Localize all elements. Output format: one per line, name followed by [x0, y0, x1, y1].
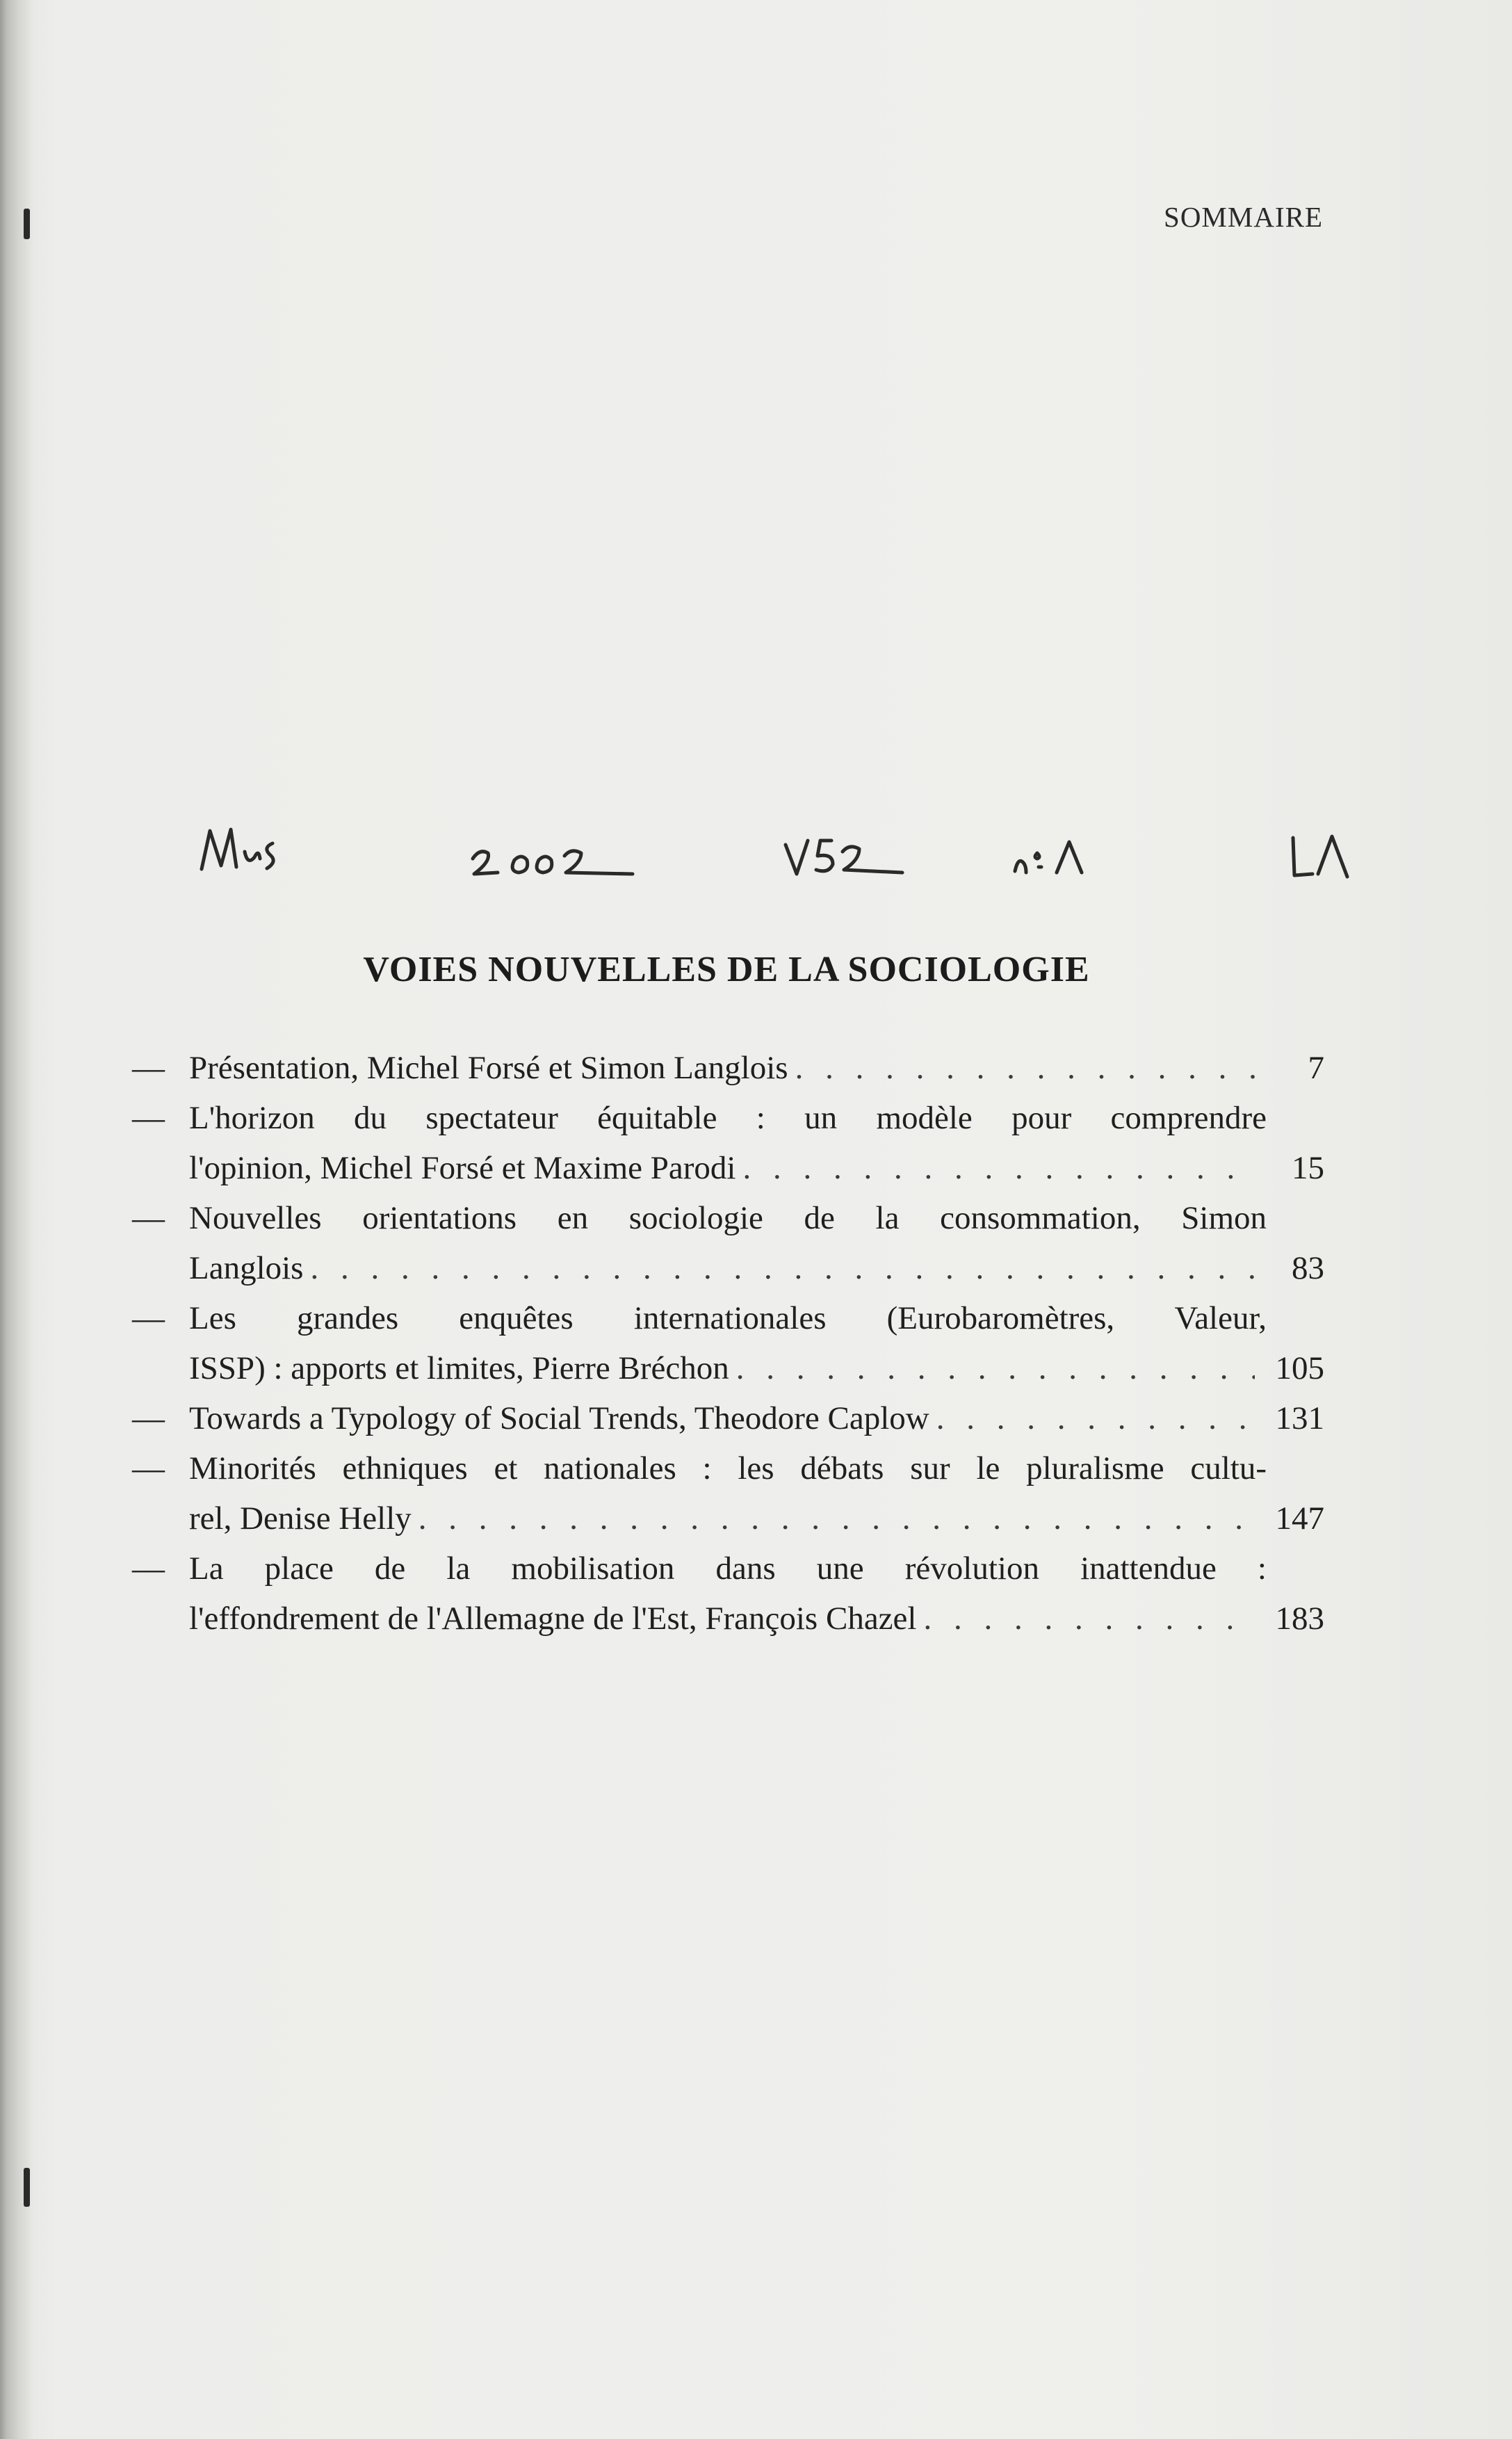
toc-entry-line	[189, 1443, 1324, 1493]
entry-title-line: Minorités ethniques et nationales : les débats sur le pluralisme cultu-	[189, 1450, 1267, 1486]
table-of-contents	[132, 1043, 1324, 1644]
toc-entry	[132, 1043, 1324, 1093]
entry-title-line: Les grandes enquêtes internationales (Eurobaromètres, Valeur,	[189, 1300, 1267, 1336]
entry-title-line: La place de la mobilisation dans une révolution inattendue :	[189, 1550, 1267, 1587]
toc-entry-line	[189, 1493, 1324, 1543]
toc-entry-line	[189, 1594, 1324, 1644]
page-number: 183	[1275, 1601, 1324, 1637]
toc-entry-line	[189, 1243, 1324, 1293]
handwritten-annotation	[188, 810, 1383, 886]
entry-dash: —	[132, 1200, 165, 1236]
toc-entry-line	[189, 1193, 1324, 1243]
handwritten-annotation-drawing	[188, 810, 1383, 886]
binding-mark	[24, 2168, 30, 2207]
toc-entry	[132, 1543, 1324, 1644]
entry-title-line: l'effondrement de l'Allemagne de l'Est, François Chazel	[189, 1601, 917, 1637]
toc-entry	[132, 1193, 1324, 1293]
toc-entry-line	[189, 1393, 1324, 1443]
dot-leader	[795, 1043, 1255, 1093]
entry-title-line: Langlois	[189, 1250, 304, 1286]
page-header: SOMMAIRE	[1164, 201, 1323, 233]
toc-entry-line	[189, 1293, 1324, 1343]
entry-title-line: Présentation, Michel Forsé et Simon Langlois	[189, 1050, 788, 1086]
dot-leader	[310, 1243, 1255, 1293]
page-number: 7	[1308, 1050, 1324, 1086]
entry-dash: —	[132, 1100, 165, 1136]
dot-leader	[936, 1393, 1255, 1443]
dot-leader	[736, 1343, 1255, 1393]
entry-dash: —	[132, 1400, 165, 1436]
toc-entry-line	[189, 1343, 1324, 1393]
binding-shadow	[0, 0, 33, 2439]
section-title: VOIES NOUVELLES DE LA SOCIOLOGIE	[363, 950, 1090, 989]
entry-title-line: rel, Denise Helly	[189, 1500, 412, 1537]
page-number: 105	[1275, 1350, 1324, 1386]
entry-title-line: l'opinion, Michel Forsé et Maxime Parodi	[189, 1150, 736, 1186]
toc-entry-line	[189, 1093, 1324, 1143]
toc-entry	[132, 1293, 1324, 1393]
entry-dash: —	[132, 1300, 165, 1336]
binding-mark	[24, 209, 30, 239]
entry-title-line: Towards a Typology of Social Trends, Theodore Caplow	[189, 1400, 929, 1436]
entry-dash: —	[132, 1550, 165, 1587]
dot-leader	[923, 1594, 1255, 1644]
entry-title-line: Nouvelles orientations en sociologie de la consommation, Simon	[189, 1200, 1267, 1236]
entry-dash: —	[132, 1050, 165, 1086]
toc-entry-line	[189, 1043, 1324, 1093]
toc-entry	[132, 1443, 1324, 1543]
page-number: 15	[1292, 1150, 1324, 1186]
toc-entry	[132, 1093, 1324, 1193]
page-number: 83	[1292, 1250, 1324, 1286]
toc-entry	[132, 1393, 1324, 1443]
entry-dash: —	[132, 1450, 165, 1486]
toc-entry-line	[189, 1143, 1324, 1193]
dot-leader	[742, 1143, 1255, 1193]
entry-title-line: L'horizon du spectateur équitable : un modèle pour comprendre	[189, 1100, 1267, 1136]
page-number: 131	[1275, 1400, 1324, 1436]
toc-entry-line	[189, 1543, 1324, 1594]
page-number: 147	[1275, 1500, 1324, 1537]
entry-title-line: ISSP) : apports et limites, Pierre Bréchon	[189, 1350, 729, 1386]
dot-leader	[418, 1493, 1255, 1543]
